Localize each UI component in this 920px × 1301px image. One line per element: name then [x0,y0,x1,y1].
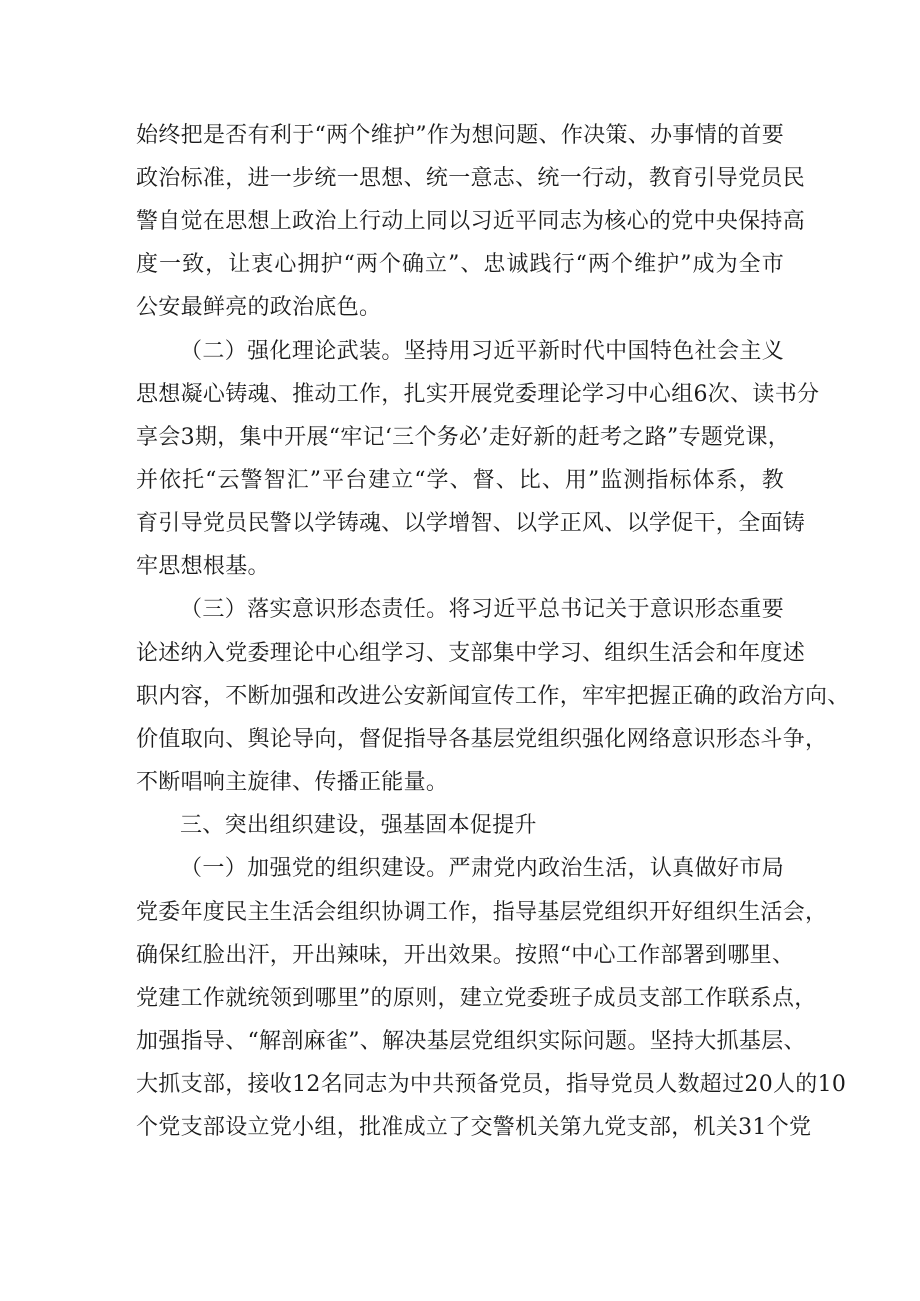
text-line: 享会3期，集中开展“牢记‘三个务必’走好新的赶考之路”专题党课， [136,425,791,450]
text-line: 确保红脸出汗，开出辣味，开出效果。按照“中心工作部署到哪里、 [136,943,795,968]
text-line: 党委年度民主生活会组织协调工作，指导基层党组织开好组织生活会， [136,900,828,925]
text-line: 大抓支部，接收12名同志为中共预备党员，指导党员人数超过20人的10 [136,1072,847,1097]
text-line: 价值取向、舆论导向，督促指导各基层党组织强化网络意识形态斗争， [136,727,828,752]
text-line: 警自觉在思想上政治上行动上同以习近平同志为核心的党中央保持高 [136,209,806,234]
text-line: 党建工作就统领到哪里”的原则，建立党委班子成员支部工作联系点， [136,986,817,1011]
text-line: 牢思想根基。 [136,554,270,579]
text-line: 度一致，让衷心拥护“两个确立”、忠诚践行“两个维护”成为全市 [136,252,784,277]
text-line: 论述纳入党委理论中心组学习、支部集中学习、组织生活会和年度述 [136,641,806,666]
section-heading-line: （三）落实意识形态责任。将习近平总书记关于意识形态重要 [180,597,784,622]
text-line: 始终把是否有利于“两个维护”作为想问题、作决策、办事情的首要 [136,123,784,148]
text-line: 并依托“云警智汇”平台建立“学、督、比、用”监测指标体系，教 [136,468,784,493]
text-line: 个党支部设立党小组，批准成立了交警机关第九党支部，机关31个党 [136,1115,812,1140]
text-line: 思想凝心铸魂、推动工作，扎实开展党委理论学习中心组6次、读书分 [136,382,820,407]
section-heading-line: （一）加强党的组织建设。严肃党内政治生活，认真做好市局 [180,856,784,881]
text-line: 政治标准，进一步统一思想、统一意志、统一行动，教育引导党员民 [136,166,806,191]
text-line: 加强指导、“解剖麻雀”、解决基层党组织实际问题。坚持大抓基层、 [136,1029,806,1054]
text-line: 职内容，不断加强和改进公安新闻宣传工作，牢牢把握正确的政治方向、 [136,684,850,709]
text-line: 公安最鲜亮的政治底色。 [136,295,382,320]
text-line: 不断唱响主旋律、传播正能量。 [136,770,449,795]
section-heading-line: （二）强化理论武装。坚持用习近平新时代中国特色社会主义 [180,339,784,364]
text-line: 育引导党员民警以学铸魂、以学增智、以学正风、以学促干，全面铸 [136,511,806,536]
chapter-heading: 三、突出组织建设，强基固本促提升 [180,813,537,838]
